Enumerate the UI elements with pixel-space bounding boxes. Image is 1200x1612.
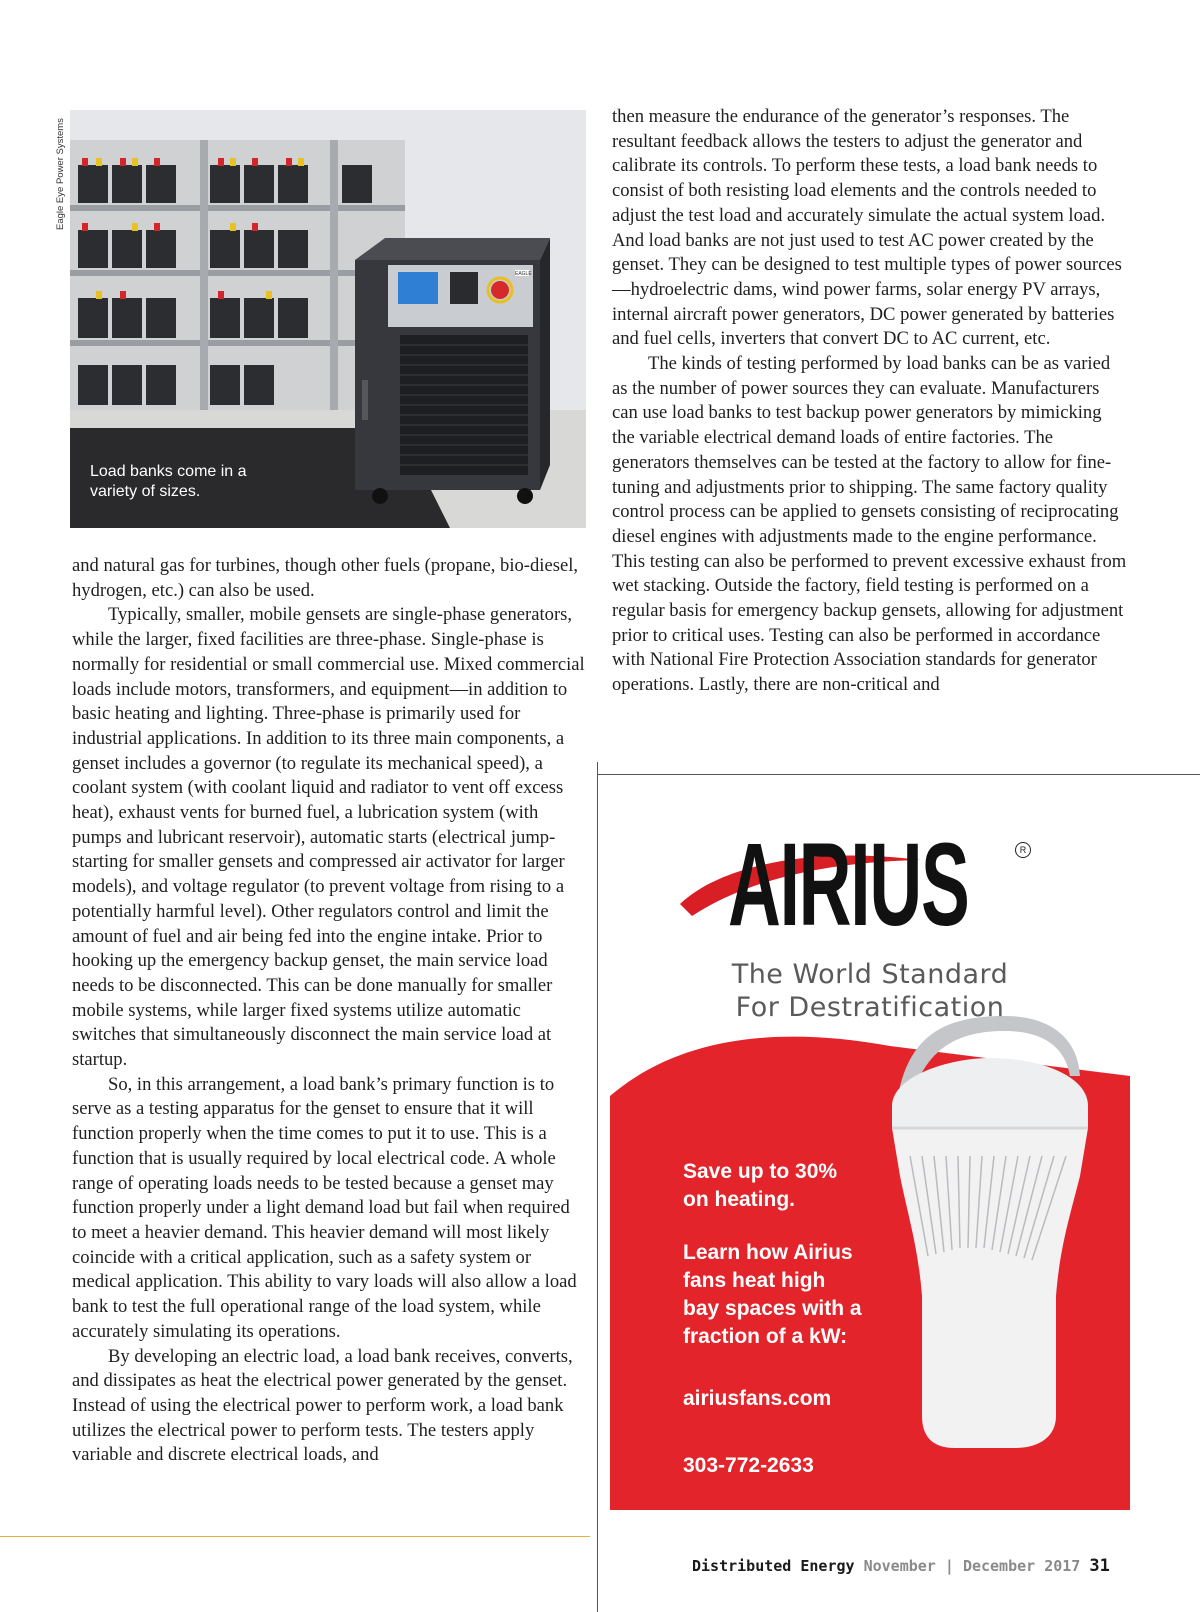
body-paragraph: Typically, smaller, mobile gensets are single-phase generators, while the larger, fixed facilities are three-phase. Single-phase is normally for residential or small commercial use. Mixed commercial loads include motors, transformers, and equipment—in addition to basic heating and lighting. Three-phase is primarily used for industrial applications. In addition to its three main components, a genset includes a governor (to regulate its mechanical speed), a coolant system (with coolant liquid and radiator to vent off excess heat), exhaust vents for burned fuel, a lubrication system (with pumps and lubricant reservoir), automatic starts (electrical jump-starting for smaller gensets and compressed air activator for larger models), and voltage regulator (to prevent voltage from rising to a potentially harmful level). Other regulators control and limit the amount of fuel and air being fed into the engine intake. Prior to hooking up the emergency backup genset, the main service load needs to be disconnected. This can be done manually for smaller mobile systems, while larger fixed systems utilize automatic switches that simultaneously disconnect the main service load at startup. [72, 604, 585, 1071]
ad-savings-line: on heating. [683, 1188, 795, 1211]
load-bank-photo [70, 110, 586, 528]
page-footer [692, 1556, 1110, 1576]
ad-learn-line: fraction of a kW: [683, 1325, 848, 1348]
ad-website-link[interactable]: airiusfans.com [683, 1387, 832, 1410]
page-number: 31 [1089, 1556, 1110, 1576]
footer-rule [0, 1536, 590, 1537]
ad-learn-more [683, 1239, 903, 1351]
photo-caption: Load banks come in a variety of sizes. [90, 463, 247, 500]
cabinet-badge: EAGLE [515, 271, 532, 277]
ad-tagline-line: For Destratification [735, 992, 1005, 1023]
ad-learn-line: Learn how Airius [683, 1241, 853, 1264]
ad-savings-line: Save up to 30% [683, 1160, 838, 1183]
body-paragraph: then measure the endurance of the generator’s responses. The resultant feedback allows the testers to adjust the generator and calibrate its controls. To perform these tests, a load bank needs to consist of both resisting load elements and the controls needed to adjust the test load and accurately simulate the actual system load. And load banks are not just used to test AC power created by the genset. They can be designed to test multiple types of power sources—hydroelectric dams, wind power farms, solar energy PV arrays, internal aircraft power generators, DC power generated by batteries and fuel cells, inverters that convert DC to AC current, etc. [612, 106, 1122, 350]
ad-learn-line: bay spaces with a [683, 1297, 862, 1320]
right-column [612, 105, 1128, 698]
ad-phone-number[interactable]: 303-772-2633 [683, 1454, 814, 1477]
ad-savings-offer [683, 1158, 903, 1214]
column-divider [597, 762, 598, 1612]
body-paragraph: So, in this arrangement, a load bank’s primary function is to serve as a testing apparatus for the genset to ensure that it will function properly when the time comes to put it to use. This is a function that is usually required by local electrical code. A whole range of operating loads needs to be tested because a genset may function properly under a light demand load but fail when required to meet a heavier demand. This heavier demand will most likely coincide with a critical application, such as a safety system or medical application. This ability to vary loads will also allow a load bank to test the full operational range of the load system, while accurately simulating its operations. [72, 1073, 577, 1342]
body-paragraph: The kinds of testing performed by load banks can be as varied as the number of power sources they can evaluate. Manufacturers can use load banks to test backup power generators by mimicking the variable electrical demand loads of entire factories. The generators themselves can be tested at the factory to allow for fine-tuning and adjustments prior to shipping. The same factory quality control process can be applied to gensets consisting of reciprocating diesel engines with adjustments made to the engine performance. This testing can also be performed to prevent excessive exhaust from wet stacking. Outside the factory, field testing is performed on a regular basis for emergency backup gensets, allowing for adjustment prior to critical uses. Testing can also be performed in accordance with National Fire Protection Association standards for generator operations. Lastly, there are non-critical and [612, 353, 1127, 696]
airius-logo: AIRIUS [728, 819, 969, 951]
body-paragraph: and natural gas for turbines, though other fuels (propane, bio-diesel, hydrogen, etc.) can also be used. [72, 555, 579, 601]
left-column [72, 554, 588, 1468]
ad-tagline [610, 958, 1130, 1024]
footer-separator: | [944, 1557, 954, 1575]
footer-month: November [863, 1557, 936, 1575]
body-paragraph: By developing an electric load, a load bank receives, converts, and dissipates as heat the electrical power generated by the genset. Instead of using the electrical power to perform work, a load bank utilizes the electrical power to perform tests. The testers apply variable and discrete electrical loads, and [72, 1345, 573, 1466]
footer-publication: Distributed Energy [692, 1557, 855, 1575]
ad-tagline-line: The World Standard [731, 959, 1009, 990]
registered-mark-icon: R [1015, 842, 1031, 858]
footer-date: December 2017 [962, 1557, 1081, 1575]
ad-top-rule [597, 774, 1200, 775]
airius-advertisement[interactable] [610, 776, 1130, 1510]
ad-learn-line: fans heat high [683, 1269, 826, 1292]
photo-credit: Eagle Eye Power Systems [55, 118, 66, 230]
